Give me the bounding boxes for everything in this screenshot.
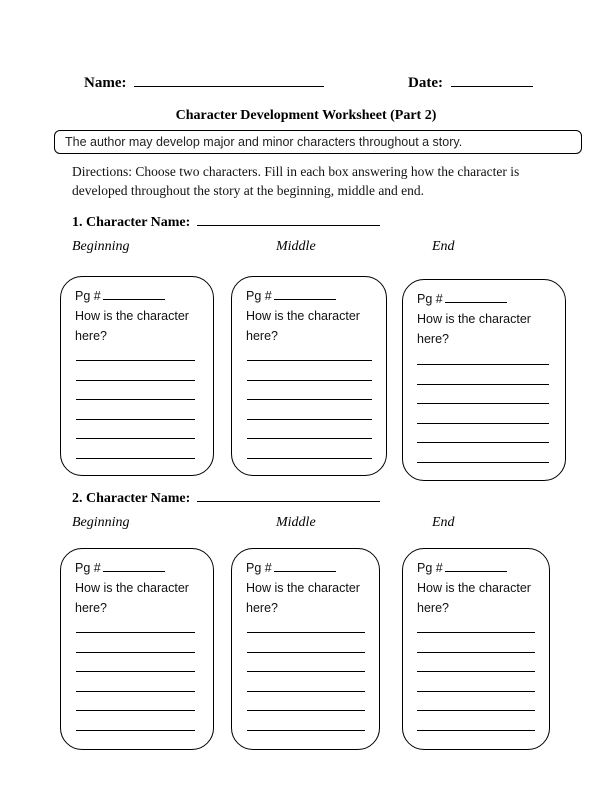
section-2-title (72, 487, 380, 507)
write-line[interactable] (417, 632, 535, 633)
write-line[interactable] (417, 403, 549, 404)
write-line[interactable] (76, 730, 195, 731)
pg-blank[interactable] (445, 290, 507, 303)
name-label: Name: (84, 75, 127, 91)
question-text: How is the character here? (75, 309, 189, 343)
date-blank[interactable] (451, 72, 533, 87)
question-text: How is the character here? (246, 581, 360, 615)
write-line[interactable] (247, 691, 365, 692)
date-field (408, 72, 533, 92)
write-line[interactable] (247, 632, 365, 633)
col-label-beginning: Beginning (72, 239, 130, 254)
write-line[interactable] (76, 360, 195, 361)
name-field (84, 72, 324, 92)
write-line[interactable] (247, 360, 372, 361)
write-line[interactable] (417, 384, 549, 385)
write-line[interactable] (417, 671, 535, 672)
write-line[interactable] (76, 399, 195, 400)
section-2-label: 2. Character Name: (72, 491, 191, 506)
box-beginning-1[interactable] (60, 276, 214, 476)
box-end-1[interactable] (402, 279, 566, 481)
write-line[interactable] (76, 691, 195, 692)
question-text: How is the character here? (417, 581, 531, 615)
character-1-name-blank[interactable] (197, 211, 380, 226)
pg-blank[interactable] (274, 559, 336, 572)
date-label: Date: (408, 75, 443, 91)
col-label-middle: Middle (276, 515, 316, 530)
write-line[interactable] (417, 652, 535, 653)
pg-blank[interactable] (445, 559, 507, 572)
box-middle-1[interactable] (231, 276, 387, 476)
write-line[interactable] (76, 632, 195, 633)
write-line[interactable] (247, 458, 372, 459)
write-line[interactable] (247, 419, 372, 420)
write-line[interactable] (417, 710, 535, 711)
box-middle-2[interactable] (231, 548, 380, 750)
write-line[interactable] (247, 380, 372, 381)
directions-text: Directions: Choose two characters. Fill in each box answering how the character is developed throughout the story at the beginning, middle and end. (72, 164, 520, 198)
write-line[interactable] (247, 438, 372, 439)
col-label-end: End (432, 515, 455, 530)
box-beginning-2[interactable] (60, 548, 214, 750)
pg-label: Pg # (75, 561, 101, 575)
write-line[interactable] (417, 423, 549, 424)
section-1-label: 1. Character Name: (72, 215, 191, 230)
write-line[interactable] (76, 458, 195, 459)
name-blank[interactable] (134, 72, 324, 87)
pg-label: Pg # (417, 292, 443, 306)
col-label-end: End (432, 239, 455, 254)
write-line[interactable] (417, 442, 549, 443)
question-text: How is the character here? (246, 309, 360, 343)
write-line[interactable] (247, 671, 365, 672)
pg-blank[interactable] (274, 287, 336, 300)
col-label-beginning: Beginning (72, 515, 130, 530)
write-line[interactable] (417, 462, 549, 463)
pg-label: Pg # (246, 289, 272, 303)
section-1-title (72, 211, 380, 231)
question-text: How is the character here? (417, 312, 531, 346)
intro-box: The author may develop major and minor characters throughout a story. (54, 130, 582, 154)
col-label-middle: Middle (276, 239, 316, 254)
write-line[interactable] (76, 652, 195, 653)
worksheet-title: Character Development Worksheet (Part 2) (175, 108, 437, 123)
write-line[interactable] (247, 652, 365, 653)
write-line[interactable] (76, 671, 195, 672)
write-line[interactable] (247, 730, 365, 731)
write-line[interactable] (76, 438, 195, 439)
question-text: How is the character here? (75, 581, 189, 615)
write-line[interactable] (247, 399, 372, 400)
character-2-name-blank[interactable] (197, 487, 380, 502)
pg-label: Pg # (75, 289, 101, 303)
write-line[interactable] (247, 710, 365, 711)
write-line[interactable] (417, 364, 549, 365)
pg-blank[interactable] (103, 559, 165, 572)
pg-label: Pg # (417, 561, 443, 575)
pg-label: Pg # (246, 561, 272, 575)
write-line[interactable] (417, 730, 535, 731)
write-line[interactable] (76, 380, 195, 381)
box-end-2[interactable] (402, 548, 550, 750)
pg-blank[interactable] (103, 287, 165, 300)
write-line[interactable] (417, 691, 535, 692)
write-line[interactable] (76, 419, 195, 420)
write-line[interactable] (76, 710, 195, 711)
